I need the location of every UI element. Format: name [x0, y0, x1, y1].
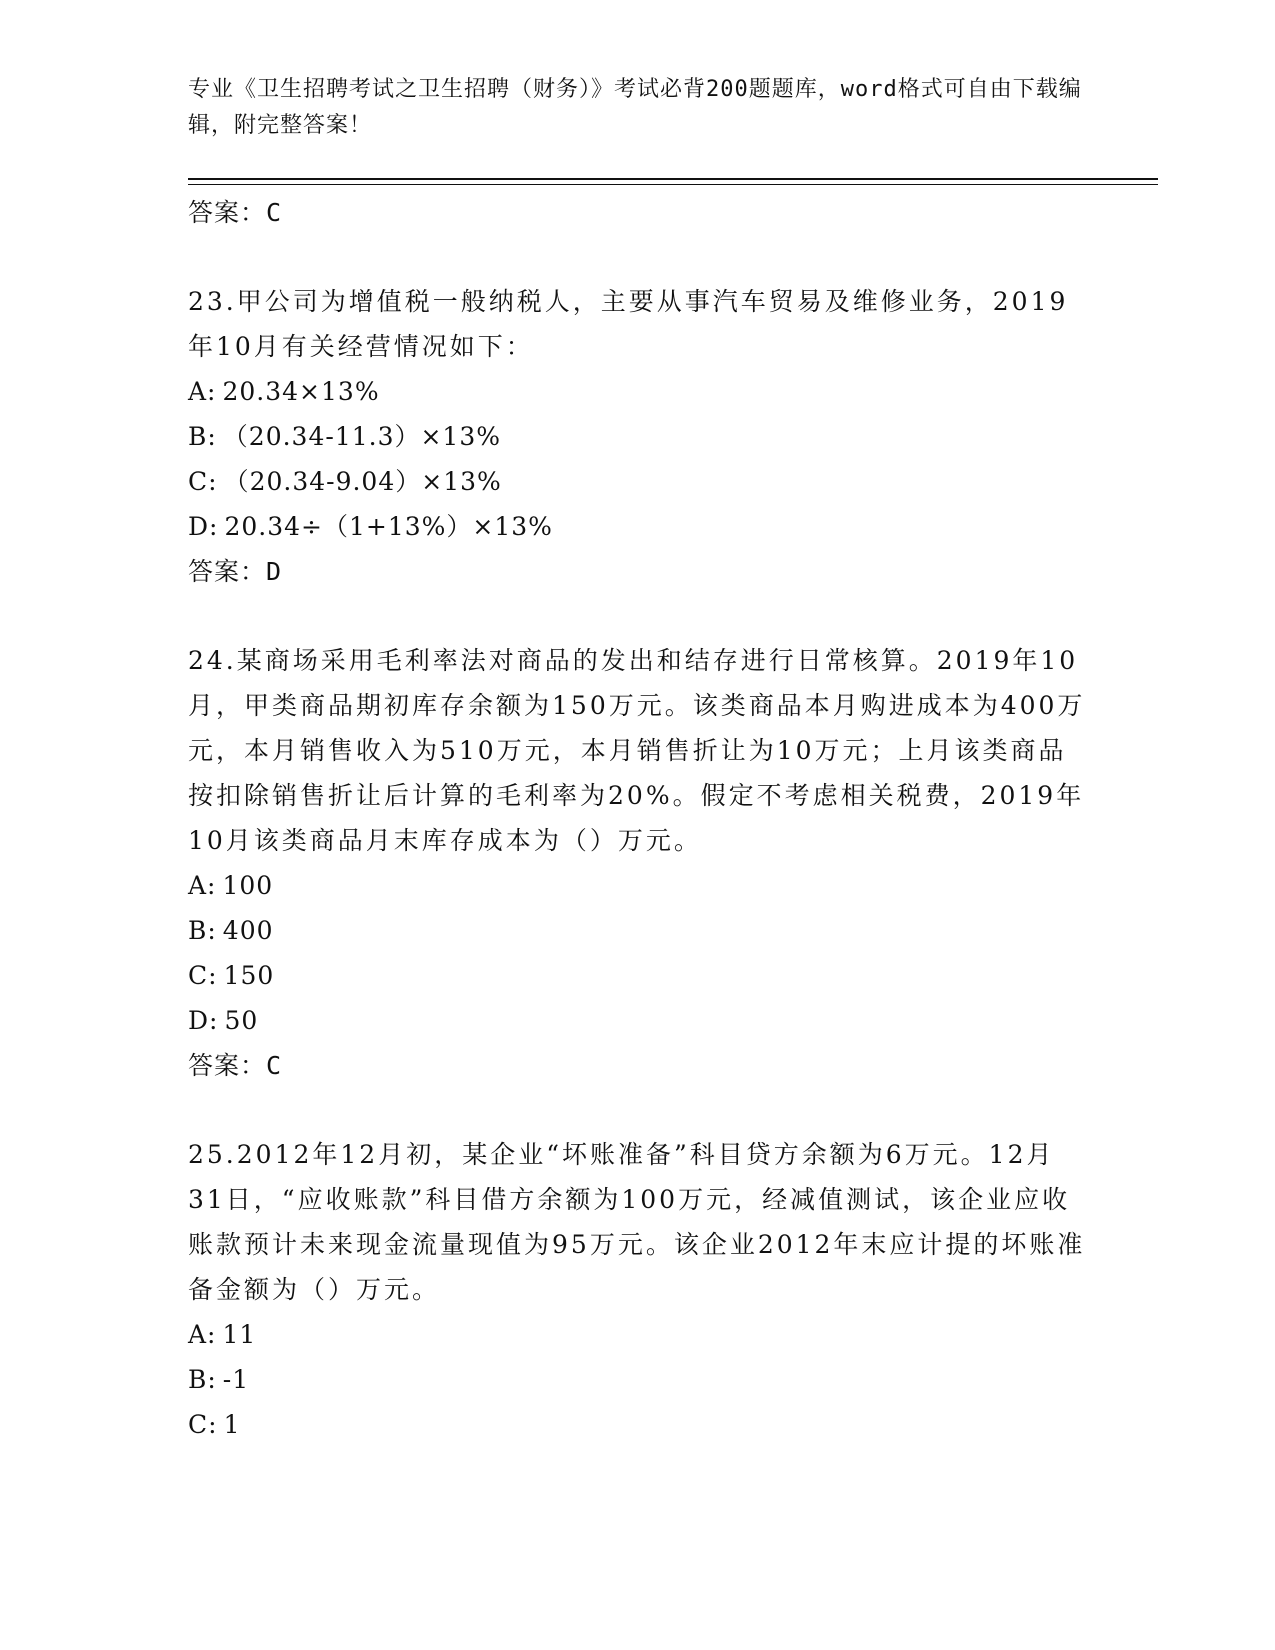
question-stem: 25.2012年12月初，某企业“坏账准备”科目贷方余额为6万元。12月31日，“应收账款”科目借方余额为100万元，经减值测试，该企业应收账款预计未来现金流量现值为95万元。该企业2012年末应计提的坏账准备金额为（）万元。	[188, 1140, 1086, 1304]
option-c	[188, 1402, 1088, 1447]
option-label: C:	[188, 961, 218, 990]
option-text: 1	[223, 1410, 241, 1439]
option-label: B:	[188, 1365, 217, 1394]
option-d	[188, 504, 1088, 549]
option-text: -1	[222, 1365, 250, 1394]
option-c	[188, 459, 1088, 504]
previous-answer: 答案：C	[188, 198, 283, 227]
option-a	[188, 1312, 1088, 1357]
option-d	[188, 998, 1088, 1043]
question-answer: 答案：C	[188, 1051, 283, 1080]
document-body	[188, 190, 1088, 1447]
option-b	[188, 908, 1088, 953]
header-divider-thick	[188, 178, 1158, 180]
option-a	[188, 369, 1088, 414]
option-label: C:	[188, 1410, 218, 1439]
option-text: 20.34÷（1+13%）×13%	[224, 512, 553, 541]
option-text: 150	[223, 961, 275, 990]
question-stem: 24.某商场采用毛利率法对商品的发出和结存进行日常核算。2019年10月，甲类商品期初库存余额为150万元。该类商品本月购进成本为400万元，本月销售收入为510万元，本月销售折让为10万元；上月该类商品按扣除销售折让后计算的毛利率为20%。假定不考虑相关税费，2019年10月该类商品月末库存成本为（）万元。	[188, 646, 1086, 855]
question-answer: 答案：D	[188, 557, 283, 586]
option-text: 20.34×13%	[222, 377, 380, 406]
header-divider-thin	[188, 184, 1158, 185]
option-label: D:	[188, 512, 219, 541]
option-text: （20.34-9.04）×13%	[223, 467, 502, 496]
option-c	[188, 953, 1088, 998]
option-label: A:	[188, 377, 217, 406]
question-23	[188, 279, 1088, 594]
option-label: D:	[188, 1006, 219, 1035]
option-label: A:	[188, 871, 217, 900]
option-label: B:	[188, 916, 217, 945]
option-text: 400	[222, 916, 274, 945]
option-text: （20.34-11.3）×13%	[222, 422, 501, 451]
option-b	[188, 1357, 1088, 1402]
option-b	[188, 414, 1088, 459]
option-a	[188, 863, 1088, 908]
option-text: 11	[222, 1320, 257, 1349]
option-text: 100	[222, 871, 274, 900]
option-label: C:	[188, 467, 218, 496]
option-text: 50	[224, 1006, 259, 1035]
question-25	[188, 1132, 1088, 1447]
document-header: 专业《卫生招聘考试之卫生招聘（财务）》考试必背200题题库，word格式可自由下载编辑，附完整答案！	[188, 77, 1082, 138]
option-label: A:	[188, 1320, 217, 1349]
question-24	[188, 638, 1088, 1088]
option-label: B:	[188, 422, 217, 451]
question-stem: 23.甲公司为增值税一般纳税人，主要从事汽车贸易及维修业务，2019年10月有关经营情况如下：	[188, 287, 1069, 361]
